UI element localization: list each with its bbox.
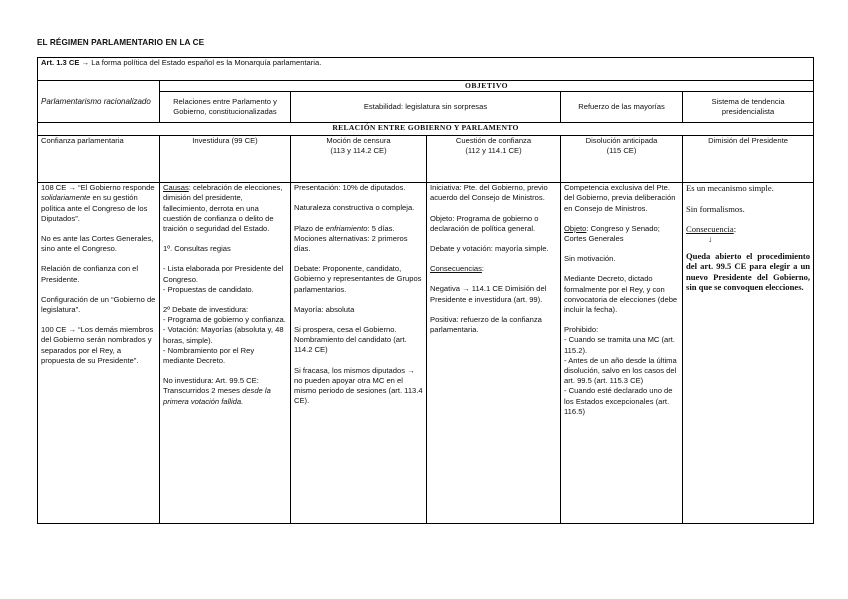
text-block: [686, 224, 810, 234]
article-text: La forma política del Estado español es la Monarquía parlamentaria.: [91, 58, 322, 67]
text-block: Relación de confianza con el Presidente.: [41, 264, 139, 284]
relation-header-row: [38, 123, 814, 136]
consecuencia-label: Consecuencia: [686, 224, 734, 235]
list-item: - Antes de un año desde la última disolución, salvo en los casos del art. 99.5 (art. 115.3 CE): [564, 355, 677, 386]
text-italic: enfriamiento: [325, 223, 368, 233]
article-row: [38, 58, 814, 81]
text: : 5 días. Mociones alternativas: 2 primeros días.: [294, 223, 408, 254]
col-header-cuestion: [427, 136, 561, 183]
text-block: No es ante las Cortes Generales, sino ante el Congreso.: [41, 234, 154, 254]
objective-estabilidad: Estabilidad: legislatura sin sorpresas: [291, 92, 561, 123]
text-block: Si fracasa, los mismos diputados → no pueden apoyar otra MC en el mismo periodo de sesiones (art. 113.4 CE).: [294, 365, 423, 406]
text-block: [41, 183, 156, 224]
text: en su gestión política ante el Congreso de los Diputados”.: [41, 193, 148, 223]
list-item: - Lista elaborada por Presidente del Congreso.: [163, 264, 284, 284]
text-block: Queda abierto el procedimiento del art. 99.5 CE para elegir a un nuevo Presidente del Gobierno, sin que se convoquen elecciones.: [686, 250, 811, 293]
text-block: [564, 325, 679, 417]
col-header-dimision: [683, 136, 814, 183]
text-block: Debate y votación: mayoría simple.: [430, 244, 549, 254]
content-disolucion: [561, 183, 683, 524]
text: 2º Debate de investidura:: [163, 305, 249, 315]
list-item: - Programa de gobierno y confianza.: [163, 315, 286, 325]
text: :: [733, 224, 737, 235]
causas-label: Causas: [163, 183, 189, 193]
text: Prohibido:: [564, 325, 599, 335]
arrow-icon: →: [81, 58, 90, 67]
text-block: Configuración de un “Gobierno de legislatura”.: [41, 294, 156, 315]
list-item: - Nombramiento por el Rey mediante Decreto.: [163, 345, 255, 366]
text: 108 CE → “El Gobierno responde: [41, 183, 155, 193]
text-block: 100 CE → “Los demás miembros del Gobierno serán nombrados y separados por el Rey, a propuesta de su Presidente”.: [41, 325, 154, 365]
text-block: Mayoría: absoluta: [294, 304, 355, 314]
parlamentarismo-label: Parlamentarismo racionalizado: [38, 81, 160, 123]
list-item: - Propuestas de candidato.: [163, 284, 254, 294]
text-block: [564, 224, 679, 244]
col-header-sub: (112 y 114.1 CE): [465, 146, 522, 156]
parliamentary-regime-table: [37, 57, 814, 524]
text-block: [294, 224, 423, 255]
col-header-disolucion: [561, 136, 683, 183]
text-block: [163, 183, 287, 234]
objective-refuerzo: Refuerzo de las mayorías: [561, 92, 683, 123]
article-cell: [38, 58, 814, 81]
col-header-mocion: [291, 136, 427, 183]
text-block: Mediante Decreto, dictado formalmente por el Rey, y con convocatoria de elecciones (debe incluir la fecha).: [564, 274, 678, 315]
col-header-investidura: [160, 136, 291, 183]
text-block: Sin formalismos.: [686, 203, 745, 214]
document-title: EL RÉGIMEN PARLAMENTARIO EN LA CE: [37, 38, 205, 47]
objective-header: OBJETIVO: [160, 81, 814, 92]
text-block: [163, 305, 287, 366]
col-header-title: Cuestión de confianza: [455, 136, 532, 146]
text-block: Objeto: Programa de gobierno o declaración de política general.: [430, 213, 539, 233]
down-arrow-icon: ↓: [708, 234, 713, 245]
objective-header-row: [38, 81, 814, 92]
content-confianza: [38, 183, 160, 524]
col-header-sub: (115 CE): [606, 146, 637, 156]
text-block: Naturaleza constructiva o compleja.: [294, 203, 415, 213]
text-block: [163, 376, 287, 407]
text-block: Negativa → 114.1 CE Dimisión del Presidente e investidura (art. 99).: [430, 284, 547, 304]
article-ref: Art. 1.3 CE: [41, 58, 80, 67]
text: Plazo de: [294, 223, 326, 233]
col-header-title: Confianza parlamentaria: [41, 136, 124, 146]
text-block: Competencia exclusiva del Pte. del Gobierno, previa deliberación en Consejo de Ministros.: [564, 183, 676, 213]
text-italic: solidariamente: [41, 193, 91, 203]
text-block: [163, 264, 287, 295]
objective-relaciones: Relaciones entre Parlamento y Gobierno, constitucionalizadas: [160, 92, 291, 123]
text-block: Presentación: 10% de diputados.: [294, 183, 406, 193]
text-block: Iniciativa: Pte. del Gobierno, previo acuerdo del Consejo de Ministros.: [430, 183, 548, 203]
text-italic: desde la primera votación fallida.: [163, 386, 271, 406]
col-header-title: Disolución anticipada: [585, 136, 658, 146]
content-mocion: [291, 183, 427, 524]
text-block: Es un mecanismo simple.: [686, 183, 774, 194]
content-cuestion: [427, 183, 561, 524]
col-header-sub: (113 y 114.2 CE): [330, 146, 387, 156]
col-header-confianza: [38, 136, 160, 183]
content-row: [38, 183, 814, 524]
text-block: Positiva: refuerzo de la confianza parlamentaria.: [430, 314, 542, 335]
text-block: Consecuencias:: [430, 264, 485, 274]
text-block: 1º. Consultas regias: [163, 244, 231, 254]
list-item: - Votación: Mayorías (absoluta y, 48 horas, simple).: [163, 325, 284, 345]
col-header-title: Dimisión del Presidente: [708, 136, 788, 146]
column-header-row: [38, 136, 814, 183]
list-item: - Cuando se tramita una MC (art. 115.2).: [564, 335, 675, 355]
col-header-title: Moción de censura: [326, 136, 391, 146]
text-block: Si prospera, cesa el Gobierno. Nombramiento del candidato (art. 114.2 CE): [294, 325, 407, 355]
text: No investidura: Art. 99.5 CE: Transcurridos 2 meses: [163, 376, 259, 396]
col-header-title: Investidura (99 CE): [192, 136, 258, 146]
content-dimision: [683, 183, 814, 524]
text-block: Debate: Proponente, candidato, Gobierno y representantes de Grupos parlamentarios.: [294, 264, 422, 294]
consecuencias-label: Consecuencias: [430, 264, 482, 274]
content-investidura: [160, 183, 291, 524]
text-block: Sin motivación.: [564, 254, 616, 264]
objeto-label: Objeto: [564, 223, 587, 233]
list-item: - Cuando esté declarado uno de los Estados excepcionales (art. 116.5): [564, 386, 673, 416]
relation-header: RELACIÓN ENTRE GOBIERNO Y PARLAMENTO: [38, 123, 814, 136]
text: : celebración de elecciones, dimisión del presidente, fallecimiento, derrota en una cuestión de confianza o delito de traición o seguridad del Estado.: [163, 183, 283, 234]
objective-sistema: Sistema de tendencia presidencialista: [683, 92, 814, 123]
text: : Congreso y Senado; Cortes Generales: [564, 223, 660, 244]
